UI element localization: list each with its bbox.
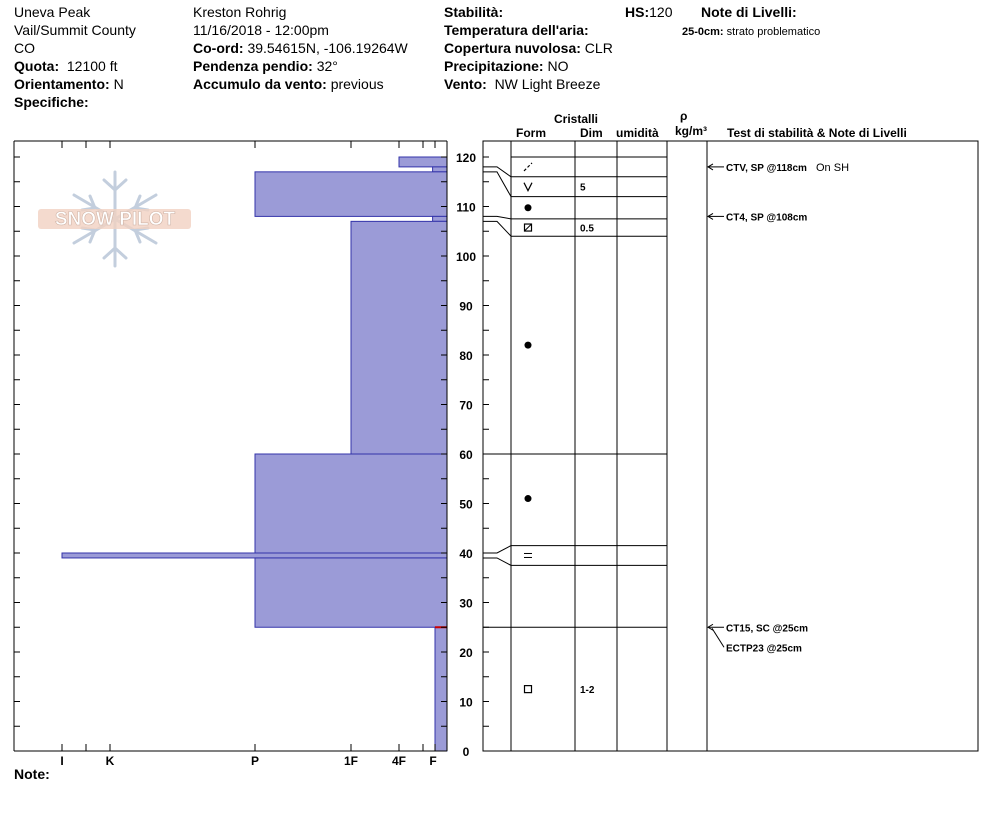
aspect-label: Orientamento: [14,76,110,92]
hardness-tick-label: 1F [343,754,359,768]
depth-tick-label: 100 [455,250,477,264]
stability-test-note: On SH [816,161,850,174]
hardness-layer-bar [433,167,447,172]
wind-value: NW Light Breeze [494,76,601,92]
grain-grid [483,141,978,751]
hardness-tick-label: I [60,754,64,768]
depth-tick-label: 120 [455,151,477,165]
hardness-tick-label: F [429,754,437,768]
precip-value: NO [547,58,569,74]
stability-test-label: CT4, SP @108cm [726,212,808,224]
mixed-grain-slash [525,224,532,231]
layer-connector [483,172,511,197]
stability-tests [708,162,849,654]
specifics-label: Specifiche: [14,94,89,110]
stability-test-label: CT15, SC @25cm [726,623,809,635]
depth-tick-label: 30 [459,596,473,611]
hs-label: HS: [625,4,650,20]
wind-loading-label: Accumulo da vento: [193,76,327,92]
grain-size-label: 0.5 [580,223,594,235]
layer-connector [483,216,511,218]
note-label: Note: [14,766,50,782]
column-header-rho: ρ [680,109,688,123]
depth-tick-label: 0 [462,745,470,759]
hs-value: 120 [649,4,673,20]
hardness-layer-bar [255,558,447,627]
elevation-value: 12100 ft [66,58,118,74]
column-header-tests: Test di stabilità & Note di Livelli [727,126,907,140]
depth-tick-label: 70 [459,398,473,413]
hardness-tick-label: P [250,754,260,768]
depth-hoar-icon [524,183,532,191]
depth-tick-label: 60 [459,448,473,462]
slope-label: Pendenza pendio: [193,58,313,74]
cloud-label: Copertura nuvolosa: [444,40,581,56]
coord-value: 39.54615N, -106.19264W [247,40,408,56]
layer-notes-label: Note di Livelli: [701,4,797,20]
hardness-layer-bar [433,216,447,221]
layer-note-text: strato problematico [726,26,821,38]
depth-tick-label: 20 [459,646,473,660]
hardness-layer-bar [255,172,447,217]
hardness-layer-bar [399,157,447,167]
rounded-grain-icon [525,342,532,349]
depth-tick-label: 80 [459,349,473,363]
depth-tick-label: 110 [456,200,476,215]
aspect-value: N [113,76,124,92]
column-header-crystals: Cristalli [554,112,599,126]
test-arrow-line-secondary [712,628,724,647]
column-header-moisture: umidità [616,126,659,140]
logo-text: SNOW PILOT [54,209,176,230]
hardness-layers [62,157,447,751]
hardness-layer-bar [351,221,447,454]
rounded-grain-icon [525,204,532,211]
air-temp-label: Temperatura dell'aria: [444,22,589,38]
grain-size-label: 1-2 [580,685,595,697]
hardness-layer-bar [255,454,447,553]
slope-value: 32° [316,58,338,74]
faceted-grain-icon [525,686,532,693]
depth-tick-label: 10 [459,695,473,710]
hardness-layer-bar [62,553,447,558]
grain-size-label: 5 [580,182,586,194]
depth-axis [456,151,476,759]
elevation-label: Quota: [14,58,60,74]
hardness-layer-bar [435,627,447,751]
grain-table-frame [483,141,978,751]
stability-test-label: ECTP23 @25cm [726,643,802,655]
depth-tick-label: 40 [459,547,473,561]
column-header-density: kg/m³ [675,124,708,138]
hardness-tick-label: 4F [391,754,407,768]
layer-note-depth: 25-0cm: [682,26,724,38]
layer-connector [483,558,511,565]
stability-test-label: CTV, SP @118cm [726,162,807,174]
coord-label: Co-ord: [193,40,244,56]
column-header-form: Form [516,126,546,140]
layer-connector [483,546,511,553]
region-name: Vail/Summit County [14,22,136,38]
precip-label: Precipitazione: [444,58,544,74]
fragmented-grain-icon [524,163,532,171]
state-name: CO [14,40,35,56]
depth-tick-label: 50 [459,497,473,512]
snowpilot-logo [38,172,191,266]
observer-name: Kreston Rohrig [193,4,287,20]
stability-label: Stabilità: [444,4,504,20]
observation-datetime: 11/16/2018 - 12:00pm [193,22,329,38]
cloud-value: CLR [584,40,613,56]
rounded-grain-icon [525,495,532,502]
column-header-dim: Dim [580,126,603,140]
hardness-tick-label: K [105,754,115,768]
depth-tick-label: 90 [459,299,473,314]
wind-loading-value: previous [330,76,384,92]
location-name: Uneva Peak [14,4,91,20]
layer-connector [483,221,511,236]
wind-label: Vento: [444,76,487,92]
